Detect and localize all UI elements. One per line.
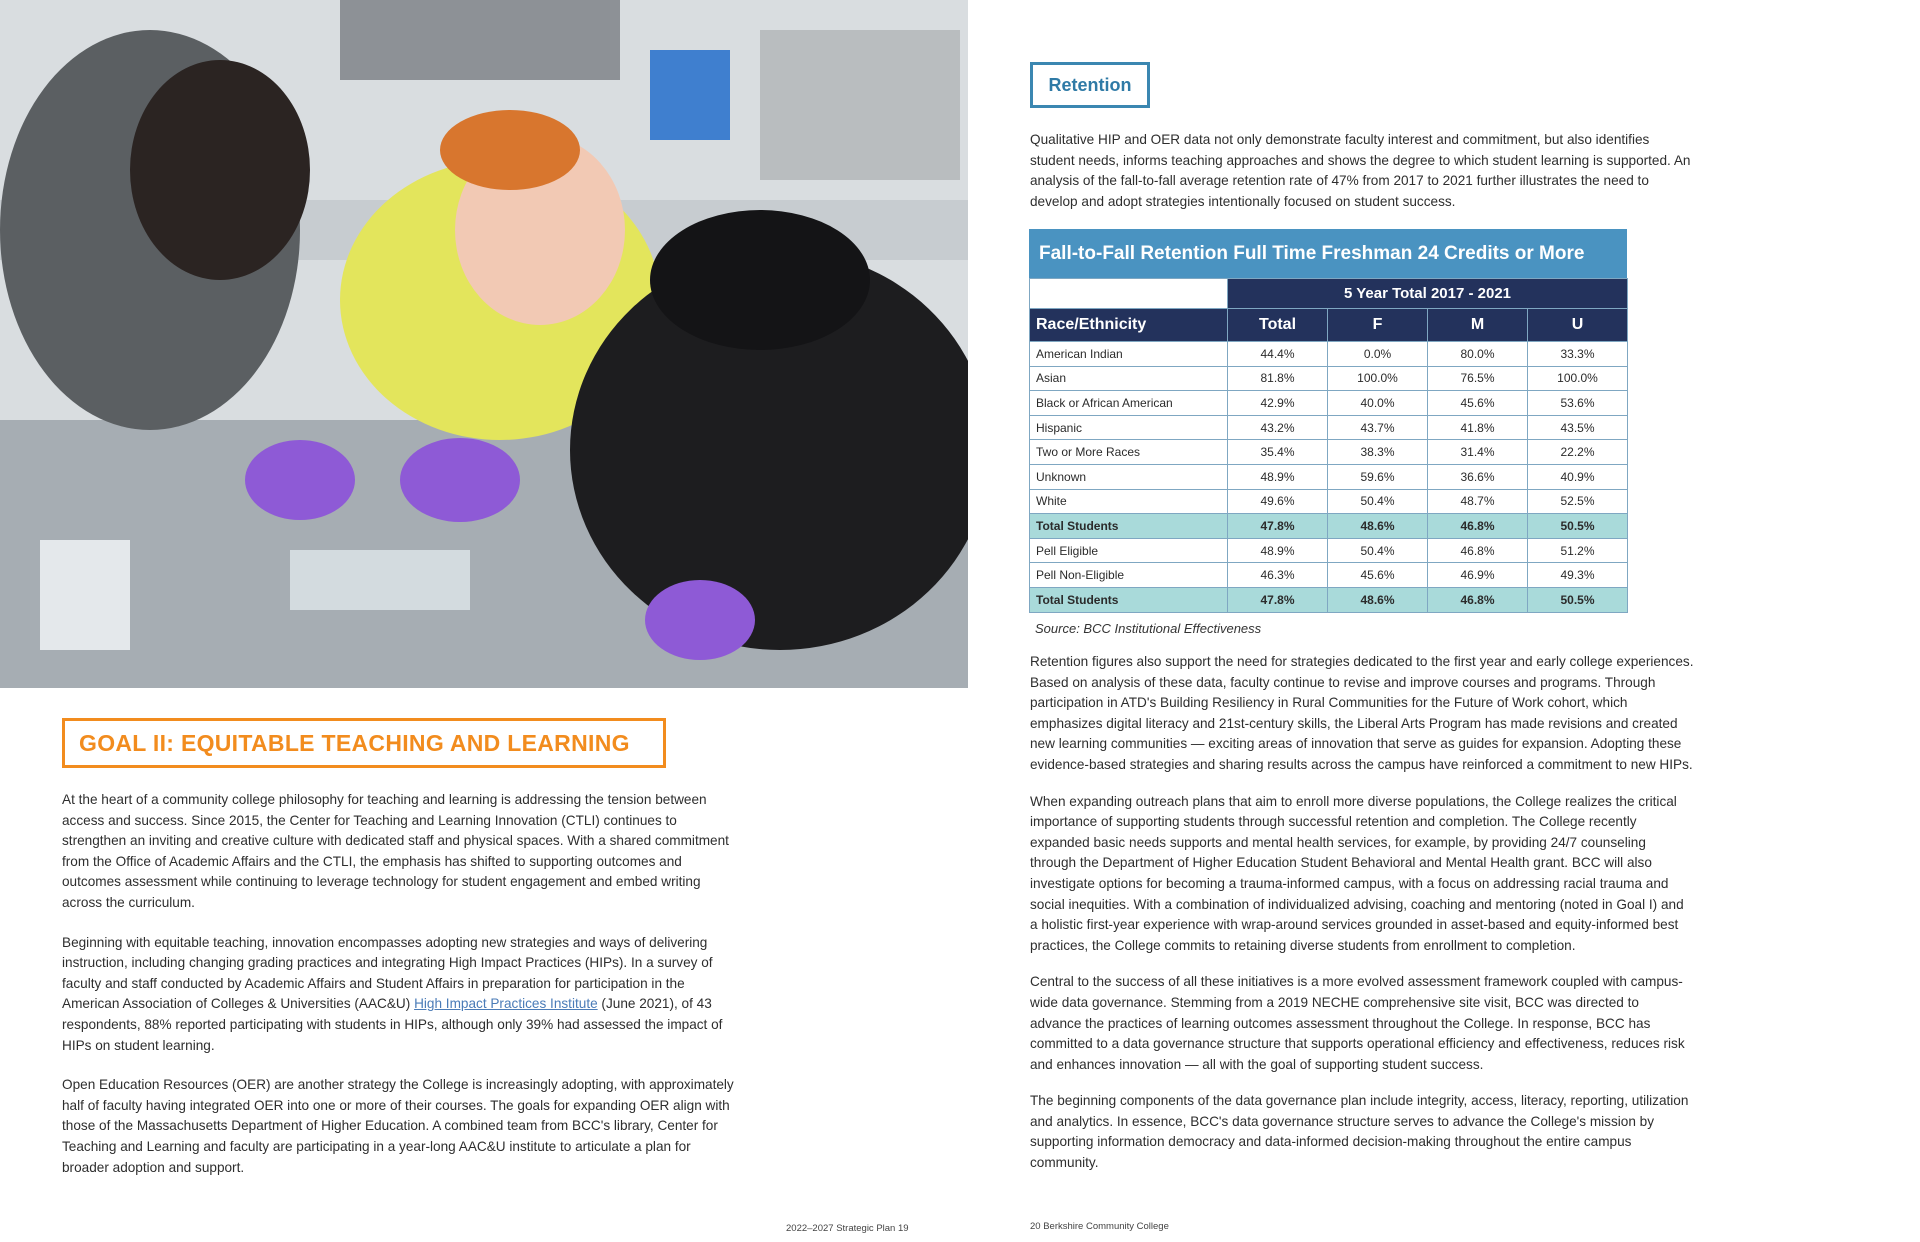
table-row	[1030, 415, 1628, 440]
row-value: 45.6%	[1328, 563, 1428, 588]
row-label: White	[1030, 489, 1228, 514]
col-header-u: U	[1528, 309, 1628, 342]
row-label: Hispanic	[1030, 415, 1228, 440]
table-span-header-row	[1030, 279, 1628, 309]
goal-heading: GOAL II: EQUITABLE TEACHING AND LEARNING	[79, 729, 630, 756]
left-body	[62, 790, 738, 1197]
page-footer-left: 2022–2027 Strategic Plan 19	[786, 1223, 909, 1234]
table-row	[1030, 464, 1628, 489]
table-column-header-row	[1030, 309, 1628, 342]
table-row	[1030, 391, 1628, 416]
table-row	[1030, 440, 1628, 465]
row-value: 45.6%	[1428, 391, 1528, 416]
row-value: 52.5%	[1528, 489, 1628, 514]
row-label: Pell Eligible	[1030, 538, 1228, 563]
col-header-m: M	[1428, 309, 1528, 342]
retention-heading-box	[1030, 62, 1150, 108]
row-value: 33.3%	[1528, 342, 1628, 367]
row-value: 48.6%	[1328, 514, 1428, 539]
row-value: 43.5%	[1528, 415, 1628, 440]
row-value: 48.9%	[1228, 464, 1328, 489]
left-paragraph-1: At the heart of a community college philosophy for teaching and learning is addressing the tension between access and success. Since 2015, the Center for Teaching and Learning Innovation (CTLI) continues to strengthen an inviting and creative culture with dedicated staff and physical spaces. With a shared commitment from the Office of Academic Affairs and the CTLI, the emphasis has shifted to supporting outcomes and outcomes assessment while continuing to leverage technology for student engagement and embed writing across the curriculum.	[62, 792, 729, 910]
table-row	[1030, 366, 1628, 391]
table-row	[1030, 489, 1628, 514]
row-value: 43.7%	[1328, 415, 1428, 440]
row-value: 100.0%	[1528, 366, 1628, 391]
col-header-f: F	[1328, 309, 1428, 342]
row-value: 48.9%	[1228, 538, 1328, 563]
row-value: 50.5%	[1528, 514, 1628, 539]
row-value: 35.4%	[1228, 440, 1328, 465]
row-value: 40.0%	[1328, 391, 1428, 416]
hip-institute-link[interactable]: High Impact Practices Institute	[414, 996, 598, 1012]
row-label: Total Students	[1030, 587, 1228, 612]
row-value: 40.9%	[1528, 464, 1628, 489]
retention-table	[1029, 278, 1628, 613]
row-value: 50.4%	[1328, 489, 1428, 514]
col-header-race: Race/Ethnicity	[1030, 309, 1228, 342]
row-value: 46.8%	[1428, 514, 1528, 539]
left-paragraph-2-start: Beginning with equitable teaching, innovation encompasses adopting new strategies and ways of delivering instruction, including changing grading practices and integrating High Impact Practices (HIPs). In a survey of faculty and staff conducted by Academic Affairs and Student Affairs in preparation for participation in the American Association of Colleges & Universities (AAC&U)	[62, 934, 713, 1012]
left-paragraph-2	[62, 933, 738, 1057]
row-value: 42.9%	[1228, 391, 1328, 416]
row-value: 49.6%	[1228, 489, 1328, 514]
table-row	[1030, 563, 1628, 588]
left-paragraph-2-end: (June 2021), of 43 respondents, 88% reported participating with students in HIPs, although only 39% had assessed the impact of HIPs on student learning.	[62, 996, 723, 1053]
row-value: 48.7%	[1428, 489, 1528, 514]
table-total-row	[1030, 587, 1628, 612]
row-value: 0.0%	[1328, 342, 1428, 367]
row-value: 81.8%	[1228, 366, 1328, 391]
page-footer-right: 20 Berkshire Community College	[1030, 1221, 1169, 1232]
retention-paragraph-5: The beginning components of the data governance plan include integrity, access, literacy, reporting, utilization and analytics. In essence, BCC's data governance structure serves to advance the College's mission by supporting information democracy and data-informed decision-making throughout the entire campus community.	[1030, 1093, 1689, 1171]
row-value: 53.6%	[1528, 391, 1628, 416]
row-value: 31.4%	[1428, 440, 1528, 465]
row-value: 22.2%	[1528, 440, 1628, 465]
row-value: 76.5%	[1428, 366, 1528, 391]
row-value: 46.9%	[1428, 563, 1528, 588]
row-label: Total Students	[1030, 514, 1228, 539]
retention-intro: Qualitative HIP and OER data not only demonstrate faculty interest and commitment, but also identifies student needs, informs teaching approaches and shows the degree to which student learning is supported. An analysis of the fall-to-fall average retention rate of 47% from 2017 to 2021 further illustrates the need to develop and adopt strategies intentionally focused on student success.	[1030, 132, 1691, 209]
row-label: Two or More Races	[1030, 440, 1228, 465]
retention-heading: Retention	[1048, 74, 1132, 95]
retention-paragraph-4: Central to the success of all these initiatives is a more evolved assessment framework coupled with campus-wide data governance. Stemming from a 2019 NECHE comprehensive site visit, BCC was directed to advance the practices of learning outcomes assessment throughout the College. In response, BCC has committed to a data governance structure that supports operational efficiency and effectiveness, reduces risk and enhances innovation — all with the goal of supporting student success.	[1030, 974, 1685, 1072]
table-row	[1030, 342, 1628, 367]
row-value: 59.6%	[1328, 464, 1428, 489]
row-value: 49.3%	[1528, 563, 1628, 588]
row-value: 46.8%	[1428, 587, 1528, 612]
row-value: 51.2%	[1528, 538, 1628, 563]
retention-paragraph-3: When expanding outreach plans that aim to enroll more diverse populations, the College realizes the critical importance of supporting students through successful retention and completion. The College recently expanded basic needs supports and mental health services, for example, by providing 24/7 counseling through the Department of Higher Education Student Behavioral and Mental Health grant. BCC will also investigate options for becoming a trauma-informed campus, with a focus on addressing racial trauma and social inequities. With a combination of individualized advising, coaching and mentoring (noted in Goal I) and a holistic first-year experience with wrap-around services grounded in asset-based and equity-informed best practices, the College commits to retaining diverse students from enrollment to completion.	[1030, 793, 1684, 953]
left-paragraph-3: Open Education Resources (OER) are another strategy the College is increasingly adopting, with approximately half of faculty having integrated OER into one or more of their courses. The goals for expanding OER align with those of the Massachusetts Department of Higher Education. A combined team from BCC's library, Center for Teaching and Learning and faculty are participating in a year-long AAC&U institute to articulate a plan for broader adoption and support.	[62, 1077, 734, 1175]
row-label: Pell Non-Eligible	[1030, 563, 1228, 588]
row-value: 100.0%	[1328, 366, 1428, 391]
goal-heading-box	[62, 718, 666, 768]
table-span-header: 5 Year Total 2017 - 2021	[1228, 279, 1628, 309]
row-label: Black or African American	[1030, 391, 1228, 416]
retention-body	[1030, 652, 1694, 1190]
row-value: 80.0%	[1428, 342, 1528, 367]
retention-paragraph-2: Retention figures also support the need for strategies dedicated to the first year and early college experiences. Based on analysis of these data, faculty continue to revise and improve courses and programs. Through participation in ATD's Building Resiliency in Rural Communities for the Future of Work cohort, which emphasizes digital literacy and 21st-century skills, the Liberal Arts Program has made revisions and created new learning communities — exciting areas of innovation that serve as guides for expansion. Adopting these evidence-based strategies and sharing results across the campus have reinforced a commitment to new HIPs.	[1030, 654, 1694, 772]
row-value: 47.8%	[1228, 587, 1328, 612]
row-value: 36.6%	[1428, 464, 1528, 489]
row-value: 50.4%	[1328, 538, 1428, 563]
retention-table-block	[1029, 229, 1627, 636]
table-row	[1030, 538, 1628, 563]
row-label: Asian	[1030, 366, 1228, 391]
row-label: American Indian	[1030, 342, 1228, 367]
col-header-total: Total	[1228, 309, 1328, 342]
row-value: 48.6%	[1328, 587, 1428, 612]
row-value: 44.4%	[1228, 342, 1328, 367]
lab-photo	[0, 0, 968, 688]
row-value: 47.8%	[1228, 514, 1328, 539]
row-value: 38.3%	[1328, 440, 1428, 465]
table-total-row	[1030, 514, 1628, 539]
retention-intro-block	[1030, 130, 1694, 228]
table-body	[1030, 342, 1628, 613]
row-value: 43.2%	[1228, 415, 1328, 440]
row-value: 46.3%	[1228, 563, 1328, 588]
row-value: 46.8%	[1428, 538, 1528, 563]
lab-photo-illustration	[0, 0, 968, 688]
table-source: Source: BCC Institutional Effectiveness	[1035, 620, 1262, 636]
row-value: 41.8%	[1428, 415, 1528, 440]
table-header-blank	[1030, 279, 1228, 309]
table-title: Fall-to-Fall Retention Full Time Freshman 24 Credits or More	[1029, 229, 1627, 278]
row-value: 50.5%	[1528, 587, 1628, 612]
row-label: Unknown	[1030, 464, 1228, 489]
